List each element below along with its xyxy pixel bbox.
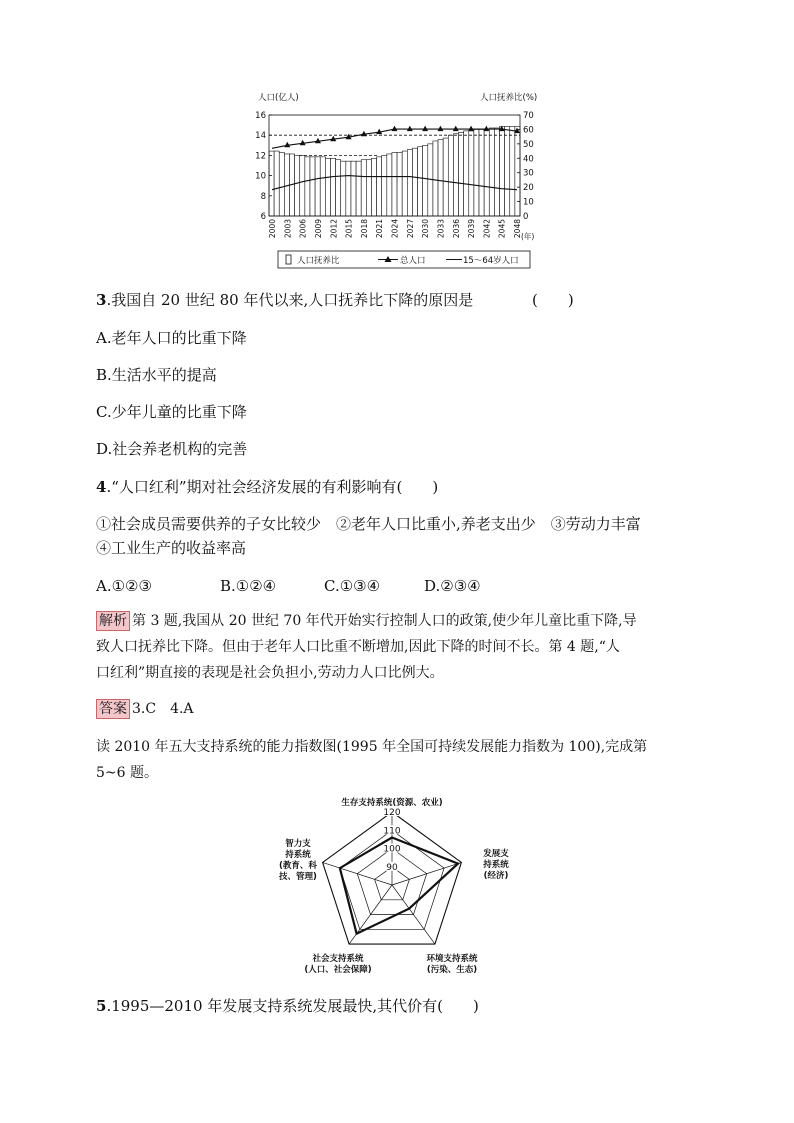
dependency-ratio-bar [361, 160, 366, 216]
dependency-ratio-bar [269, 151, 274, 216]
dependency-ratio-bar [515, 127, 520, 216]
dependency-ratio-bar [494, 128, 499, 216]
x-tick-label: 2012 [329, 219, 339, 239]
dependency-ratio-bar [489, 128, 494, 216]
dependency-ratio-bar [346, 161, 351, 216]
question-3 [96, 290, 574, 310]
dependency-ratio-bar [484, 129, 489, 216]
radar-axis-label: 生存支持系统(资源、农业) [341, 798, 443, 808]
dependency-ratio-bar [407, 150, 412, 216]
y-right-tick-label: 0 [523, 212, 529, 222]
option-c[interactable]: C.少年儿童的比重下降 [96, 403, 247, 421]
dependency-ratio-bar [443, 138, 448, 216]
y-right-tick-label: 50 [523, 139, 534, 150]
x-tick-label: 2018 [359, 219, 369, 239]
dependency-ratio-bar [423, 145, 428, 216]
radar-axis-label: 发展支持系统(经济) [483, 849, 509, 881]
y-left-tick-label: 8 [260, 191, 266, 202]
radar-plot [278, 797, 509, 975]
analysis-line-1: 第 3 题,我国从 20 世纪 70 年代开始实行控制人口的政策,使少年儿童比重下降,导 [132, 613, 637, 629]
x-tick-label: 2045 [497, 219, 507, 239]
option-a[interactable]: A.①②③ [96, 577, 152, 595]
statement-line-2: ④工业生产的收益率高 [96, 539, 247, 557]
legend [278, 251, 530, 268]
radar-axis-label: 社会支持系统(人口、社会保障) [304, 954, 372, 975]
dependency-ratio-bar [418, 147, 423, 216]
total-population-marker [407, 126, 413, 132]
dependency-ratio-bar [500, 127, 505, 216]
dependency-ratio-bar [330, 158, 335, 216]
intro-line-1: 读 2010 年五大支持系统的能力指数图(1995 年全国可持续发展能力指数为 100),完成第 [96, 739, 648, 755]
y-right-tick-label: 20 [523, 183, 534, 194]
dependency-ratio-bar [351, 161, 356, 216]
y-right-tick-label: 10 [523, 197, 534, 208]
x-tick-label: 2039 [467, 219, 477, 239]
x-tick-label: 2027 [405, 219, 415, 239]
radar-chart [270, 790, 530, 985]
dependency-ratio-bar [453, 134, 458, 216]
y-left-tick-label: 14 [255, 131, 266, 142]
dependency-ratio-bar [377, 157, 382, 216]
radar-spoke [392, 862, 461, 885]
y-right-tick-label: 30 [523, 168, 534, 179]
x-tick-label: 2030 [421, 219, 431, 239]
question-5 [96, 996, 479, 1016]
dependency-ratio-bar [371, 158, 376, 216]
dependency-ratio-bar [305, 157, 310, 216]
dependency-ratio-bar [464, 131, 469, 216]
analysis-line-3: 口红利”期直接的表现是社会负担小,劳动力人口比例大。 [96, 665, 444, 681]
question-number: 4 [96, 478, 107, 496]
y-left-tick-label: 10 [255, 171, 266, 182]
option-b[interactable]: B.生活水平的提高 [96, 366, 217, 384]
x-tick-label: 2003 [283, 219, 293, 239]
plot-area [255, 111, 534, 238]
answer-block [96, 696, 696, 722]
dependency-ratio-bar [341, 161, 346, 216]
legend-bar-swatch [286, 255, 291, 264]
dependency-ratio-bar [392, 153, 397, 216]
question-text: .我国自 20 世纪 80 年代以来,人口抚养比下降的原因是 [106, 291, 474, 309]
x-tick-label: 2036 [451, 219, 461, 239]
answer-tag: 答案 [96, 699, 130, 719]
radar-tick-label: 110 [383, 826, 401, 837]
x-tick-label: 2024 [390, 219, 400, 239]
dependency-ratio-bar [433, 141, 438, 216]
dependency-ratio-bar [412, 148, 417, 216]
option-d[interactable]: D.②③④ [424, 577, 481, 595]
dependency-ratio-bar [315, 157, 320, 216]
dependency-ratio-bar [356, 161, 361, 216]
analysis-tag: 解析 [96, 611, 130, 631]
dependency-ratio-bar [320, 157, 325, 216]
total-population-marker [483, 126, 489, 132]
dependency-ratio-bar [300, 155, 305, 216]
x-tick-label: 2033 [436, 219, 446, 239]
dependency-ratio-bar [366, 160, 371, 216]
x-tick-label: 2009 [313, 219, 323, 239]
y-left-tick-label: 6 [260, 212, 266, 222]
population-chart [250, 88, 550, 278]
y-right-tick-label: 70 [523, 111, 534, 121]
x-tick-label: 2048 [513, 219, 522, 239]
dependency-ratio-bar [382, 155, 387, 216]
dependency-ratio-bar [387, 154, 392, 216]
intro-text [96, 734, 696, 786]
radar-tick-label: 90 [386, 862, 398, 873]
dependency-ratio-bar [397, 153, 402, 216]
intro-line-2: 5~6 题。 [96, 765, 158, 781]
dependency-ratio-bar [438, 140, 443, 216]
dependency-ratio-bar [448, 135, 453, 216]
total-population-marker [453, 126, 459, 132]
answer-text: 3.C 4.A [132, 701, 194, 717]
answer-blank: ( ) [532, 291, 574, 309]
x-tick-label: 2042 [482, 219, 492, 239]
dependency-ratio-bar [479, 129, 484, 216]
y-right-tick-label: 60 [523, 125, 534, 136]
x-tick-label: 2015 [344, 219, 354, 239]
dependency-ratio-bar [325, 158, 330, 216]
y-left-label: 人口(亿人) [258, 93, 299, 103]
x-tick-label: 2000 [268, 219, 277, 239]
radar-spoke [323, 862, 392, 885]
total-population-marker [422, 126, 428, 132]
question-number: 3 [96, 291, 107, 309]
radar-axis-label: 环境支持系统(污染、生态) [426, 954, 478, 975]
dependency-ratio-bar [402, 151, 407, 216]
dependency-ratio-bar [279, 153, 284, 216]
legend-dependency-ratio: 人口抚养比 [297, 256, 340, 266]
radar-axis-label: 智力支持系统(教育、科技、管理) [279, 839, 317, 882]
analysis-line-2: 致人口抚养比下降。但由于老年人口比重不断增加,因此下降的时间不长。第 4 题,“人 [96, 639, 620, 655]
y-right-tick-label: 40 [523, 154, 534, 165]
dependency-ratio-bar [459, 132, 464, 216]
dependency-ratio-bar [474, 129, 479, 216]
y-right-label: 人口抚养比(%) [480, 93, 538, 103]
dependency-ratio-bar [469, 131, 474, 216]
question-text: .1995—2010 年发展支持系统发展最快,其代价有( ) [106, 997, 479, 1015]
dependency-ratio-bar [295, 155, 300, 216]
radar-tick-label: 120 [383, 808, 401, 818]
x-tick-label: 2006 [298, 219, 308, 239]
x-unit-label: (年) [521, 232, 535, 241]
option-d[interactable]: D.社会养老机构的完善 [96, 440, 248, 458]
y-left-tick-label: 12 [255, 151, 266, 162]
dependency-ratio-bar [310, 157, 315, 216]
legend-working-age: 15～64岁人口 [463, 256, 519, 266]
option-a[interactable]: A.老年人口的比重下降 [96, 329, 247, 347]
analysis-block [96, 608, 696, 686]
question-number: 5 [96, 997, 107, 1015]
total-population-marker [392, 126, 398, 132]
total-population-marker [468, 126, 474, 132]
option-c[interactable]: C.①③④ [324, 577, 381, 595]
statement-line-1: ①社会成员需要供养的子女比较少 ②老年人口比重小,养老支出少 ③劳动力丰富 [96, 515, 641, 533]
x-tick-label: 2021 [375, 219, 385, 239]
question-text: .“人口红利”期对社会经济发展的有利影响有( ) [106, 478, 439, 496]
dependency-ratio-bar [336, 160, 341, 216]
dependency-ratio-bar [274, 151, 279, 216]
total-population-marker [437, 126, 443, 132]
y-left-tick-label: 16 [255, 111, 266, 121]
question-4 [96, 477, 438, 497]
legend-total-population: 总人口 [400, 256, 426, 266]
dependency-ratio-bar [510, 127, 515, 216]
option-b[interactable]: B.①②④ [220, 577, 277, 595]
radar-tick-label: 100 [383, 844, 401, 855]
dependency-ratio-bar [505, 127, 510, 216]
